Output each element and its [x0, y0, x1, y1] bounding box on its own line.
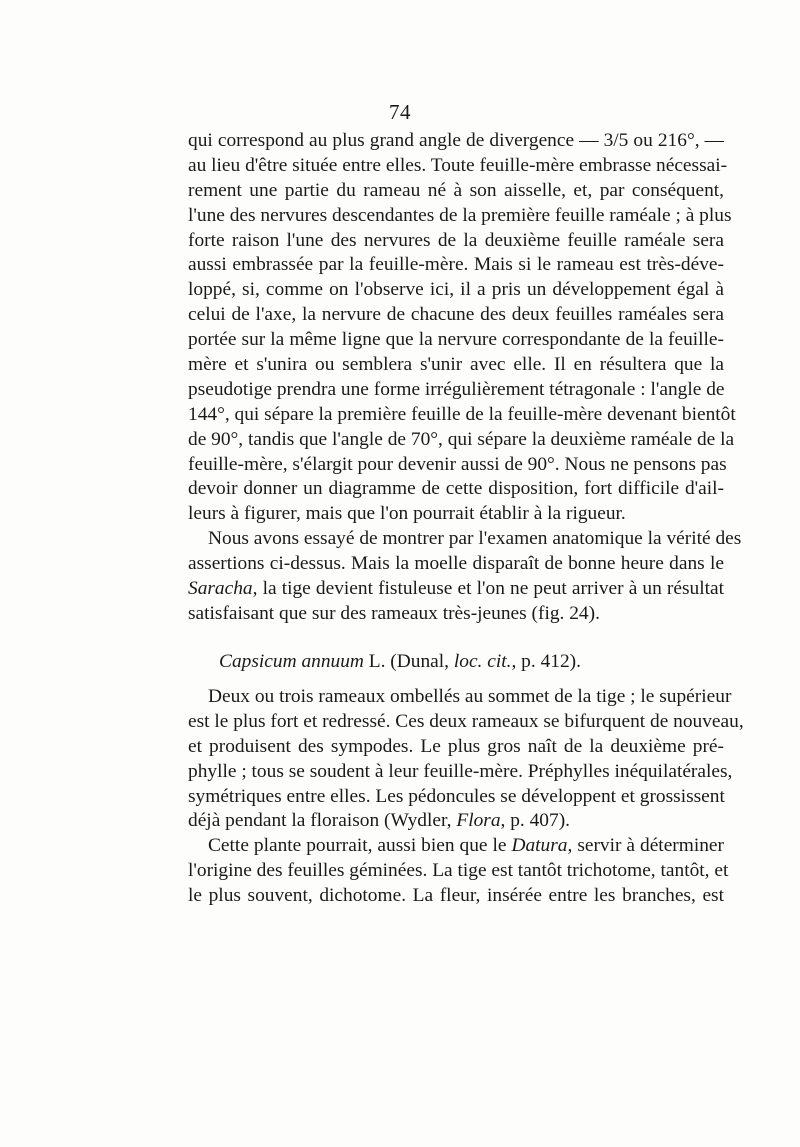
text-line: portée sur la même ligne que la nervure correspondante de la feuille- — [188, 329, 724, 351]
text-line: le plus souvent, dichotome. La fleur, insérée entre les branches, est — [188, 885, 724, 907]
heading-page: , p. 412). — [511, 651, 581, 672]
text-line: satisfaisant que sur des rameaux très-jeunes (fig. 24). — [188, 602, 600, 624]
text-line — [188, 809, 724, 834]
text-line — [188, 577, 724, 602]
genus-name: Saracha — [188, 578, 253, 600]
text-fragment: déjà pendant la floraison (Wydler, — [188, 810, 457, 832]
paragraph-1 — [188, 129, 742, 627]
text-line: 144°, qui sépare la première feuille de la feuille-mère devenant bientôt — [188, 403, 736, 425]
species-name: Capsicum annuum — [219, 651, 364, 672]
page-number: 74 — [389, 100, 411, 124]
text-line: rement une partie du rameau né à son aisselle, et, par conséquent, — [188, 179, 724, 201]
text-line: mère et s'unira ou semblera s'unir avec elle. Il en résultera que la — [188, 354, 724, 376]
text-line: leurs à figurer, mais que l'on pourrait établir à la rigueur. — [188, 503, 626, 525]
text-line: Deux ou trois rameaux ombellés au sommet de la tige ; le supérieur — [208, 686, 732, 707]
text-line: devoir donner un diagramme de cette disposition, fort difficile d'ail- — [188, 478, 724, 500]
journal-name: Flora — [456, 810, 501, 832]
text-line: l'une des nervures descendantes de la première feuille raméale ; à plus — [188, 204, 732, 226]
text-line: forte raison l'une des nervures de la deuxième feuille raméale sera — [188, 229, 724, 251]
text-line — [188, 834, 724, 859]
text-fragment: , servir à déterminer — [567, 835, 724, 857]
text-line: qui correspond au plus grand angle de divergence — 3/5 ou 216°, — — [188, 130, 724, 151]
heading-author: L. (Dunal, — [363, 651, 454, 672]
text-line: assertions ci-dessus. Mais la moelle disparaît de bonne heure dans le — [188, 553, 724, 575]
genus-name: Datura — [511, 835, 568, 857]
text-fragment: , la tige devient fistuleuse et l'on ne peut arriver à un résultat — [252, 578, 724, 600]
text-line: symétriques entre elles. Les pédoncules se développent et grossissent — [188, 785, 725, 807]
text-line: pseudotige prendra une forme irrégulièrement tétragonale : l'angle de — [188, 378, 725, 400]
text-line: et produisent des sympodes. Le plus gros naît de la deuxième pré- — [188, 735, 724, 757]
text-line: phylle ; tous se soudent à leur feuille-mère. Préphylles inéquilatérales, — [188, 760, 733, 782]
text-line: loppé, si, comme on l'observe ici, il a pris un développement égal à — [188, 279, 724, 301]
text-line: l'origine des feuilles géminées. La tige est tantôt trichotome, tantôt, et — [188, 860, 729, 882]
text-line: au lieu d'être située entre elles. Toute feuille-mère embrasse nécessai- — [188, 154, 728, 176]
text-line: Nous avons essayé de montrer par l'examen anatomique la vérité des — [208, 528, 742, 550]
text-line: celui de l'axe, la nervure de chacune des deux feuilles raméales sera — [188, 304, 724, 326]
text-line: feuille-mère, s'élargit pour devenir aussi de 90°. Nous ne pensons pas — [188, 453, 727, 475]
text-line: est le plus fort et redressé. Ces deux rameaux se bifurquent de nouveau, — [188, 710, 744, 732]
section-heading — [0, 651, 800, 673]
text-fragment: Cette plante pourrait, aussi bien que le — [208, 835, 512, 857]
heading-reference: loc. cit. — [453, 651, 512, 672]
paragraph-3 — [188, 685, 744, 909]
text-line: aussi embrassée par la feuille-mère. Mais si le rameau est très-déve- — [188, 254, 724, 276]
text-line: de 90°, tandis que l'angle de 70°, qui sépare la deuxième raméale de la — [188, 428, 735, 450]
text-fragment: , p. 407). — [500, 810, 570, 832]
